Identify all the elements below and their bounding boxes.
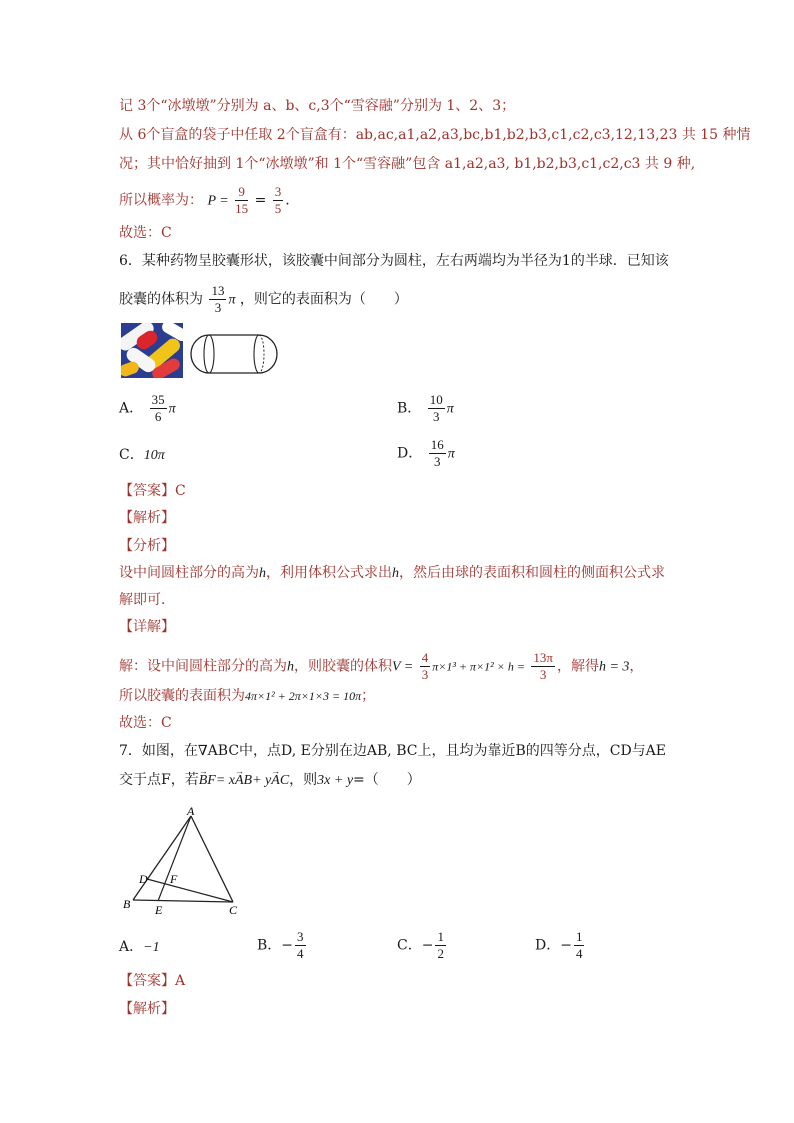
- question-6-text-2: 胶囊的体积为 $\frac{13}{3}$ π ，则它的表面积为（ ）: [119, 283, 408, 315]
- option-6a[interactable]: A． $\frac{35}{6}$ π: [119, 392, 176, 424]
- label-B: B: [123, 897, 131, 911]
- capsule-diagram: [189, 331, 281, 381]
- answer-choice-line: 故选：C: [119, 225, 172, 241]
- label-E: E: [155, 903, 163, 916]
- fenxi-label: 【分析】: [119, 538, 175, 554]
- probability-label: 所以概率为：: [119, 192, 203, 209]
- detail-text: 解：设中间圆柱部分的高为h，则胶囊的体积V = $\frac{4}{3}$ π×1³ + π×1² × h = $\frac{13\pi}{3}$ ，解得h = 3，: [119, 650, 644, 682]
- label-C: C: [229, 903, 238, 916]
- option-7c[interactable]: C．− $\frac{1}{2}$: [397, 929, 444, 961]
- option-7d[interactable]: D．− $\frac{1}{4}$: [535, 929, 583, 961]
- option-7a[interactable]: A．−1: [119, 939, 160, 955]
- answer-6: 【答案】C: [119, 483, 186, 499]
- detail-answer: 故选：C: [119, 715, 172, 731]
- detail-label: 【详解】: [119, 619, 175, 635]
- detail-text-2: 所以胶囊的表面积为4π×1² + 2π×1×3 = 10π；: [119, 688, 376, 704]
- option-6b[interactable]: B． $\frac{10}{3}$ π: [397, 392, 454, 424]
- fenxi-text: 设中间圆柱部分的高为h，利用体积公式求出h，然后由球的表面积和圆柱的侧面积公式求: [119, 565, 665, 581]
- text-line: 从 6个盲盒的袋子中任取 2个盲盒有：ab,ac,a1,a2,a3,bc,b1,b2,b3,c1,c2,c3,12,13,23 共 15 种情: [119, 127, 751, 143]
- triangle-figure: [119, 804, 249, 920]
- analysis-label: 【解析】: [119, 510, 175, 526]
- analysis-7-label: 【解析】: [119, 1001, 175, 1017]
- question-7-text-2: 交于点F，若→ BF= x→ AB+ y→ AC，则3x + y=（ ）: [119, 770, 421, 791]
- text-line: 况；其中恰好抽到 1个“冰墩墩”和 1个“雪容融”包含 a1,a2,a3, b1,b2,b3,c1,c2,c3 共 9 种,: [119, 156, 696, 172]
- label-D: D: [139, 872, 148, 886]
- text-line: 记 3个“冰墩墩”分别为 a、b、c,3个“雪容融”分别为 1、2、3；: [119, 98, 516, 114]
- probability-line: 所以概率为： P = $\frac{9}{15}$ = $\frac{3}{5}$ .: [119, 184, 290, 216]
- option-6c[interactable]: C．10π: [119, 447, 165, 463]
- fenxi-text-2: 解即可．: [119, 592, 175, 608]
- option-6d[interactable]: D． $\frac{16}{3}$ π: [397, 437, 455, 469]
- fraction-3-5: $\frac{3}{5}$: [274, 184, 282, 216]
- label-F: F: [170, 872, 178, 886]
- question-6-text: 6．某种药物呈胶囊形状，该胶囊中间部分为圆柱，左右两端均为半径为1的半球．已知该: [119, 253, 669, 269]
- volume-fraction: $\frac{13}{3}$: [211, 283, 225, 315]
- fraction-9-15: $\frac{9}{15}$: [235, 184, 249, 216]
- p-var: P =: [207, 193, 229, 209]
- option-7b[interactable]: B．− $\frac{3}{4}$: [257, 929, 304, 961]
- answer-7: 【答案】A: [119, 973, 186, 989]
- label-A: A: [187, 804, 195, 818]
- question-7-text: 7．如图，在∇ABC中，点D, E分别在边AB, BC上，且均为靠近B的四等分点，CD与AE: [119, 743, 667, 759]
- capsule-photo: [121, 323, 183, 378]
